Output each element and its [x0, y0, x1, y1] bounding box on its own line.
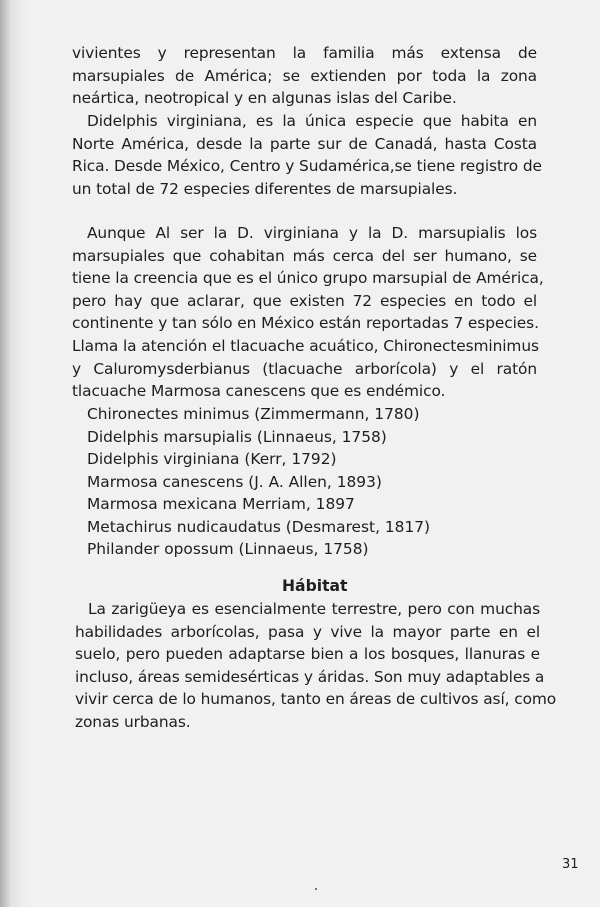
text-line: vivir cerca de lo humanos, tanto en áreas de cultivos así, como: [75, 690, 557, 709]
species-item: Marmosa mexicana Merriam, 1897: [87, 495, 355, 513]
text-line: marsupiales que cohabitan más cerca del ser humano, se: [72, 246, 537, 265]
text-line: tlacuache Marmosa canescens que es endémico.: [72, 382, 446, 401]
text-line: neártica, neotropical y en algunas islas del Caribe.: [72, 89, 457, 108]
text-line: La zarigüeya es esencialmente terrestre, pero con muchas: [88, 600, 540, 618]
text-line: un total de 72 especies diferentes de marsupiales.: [72, 179, 458, 198]
section-heading-habitat: Hábitat: [282, 577, 348, 595]
species-item: Didelphis virginiana (Kerr, 1792): [87, 450, 337, 468]
species-item: Marmosa canescens (J. A. Allen, 1893): [87, 472, 382, 491]
text-line: Norte América, desde la parte sur de Canadá, hasta Costa: [72, 134, 537, 153]
paragraph-marsupial-species: [72, 222, 544, 403]
species-item: Philander opossum (Linnaeus, 1758): [87, 540, 369, 558]
text-line: vivientes y representan la familia más extensa de: [72, 44, 537, 62]
text-line: Aunque Al ser la D. virginiana y la D. marsupialis los: [87, 224, 537, 242]
text-line: habilidades arborícolas, pasa y vive la mayor parte en el: [75, 622, 540, 641]
species-list: [87, 403, 430, 561]
text-line: tiene la creencia que es el único grupo marsupial de América,: [72, 269, 544, 288]
text-line: suelo, pero pueden adaptarse bien a los bosques, llanuras e: [75, 645, 540, 664]
text-line: y Caluromysderbianus (tlacuache arborícola) y el ratón: [72, 359, 537, 378]
page-number: 31: [562, 857, 579, 872]
text-line: marsupiales de América; se extienden por toda la zona: [72, 66, 537, 85]
paragraph-intro: [72, 42, 537, 110]
text-line: Didelphis virginiana, es la única especie que habita en: [87, 112, 537, 130]
paragraph-habitat: [75, 598, 557, 734]
text-line: pero hay que aclarar, que existen 72 especies en todo el: [72, 291, 537, 310]
print-speck: [315, 888, 317, 890]
text-line: incluso, áreas semidesérticas y áridas. Son muy adaptables a: [75, 667, 545, 686]
species-item: Chironectes minimus (Zimmermann, 1780): [87, 405, 420, 423]
text-line: Rica. Desde México, Centro y Sudamérica,se tiene registro de: [72, 157, 542, 176]
text-line: Llama la atención el tlacuache acuático, Chironectesminimus: [72, 336, 539, 355]
species-item: Metachirus nudicaudatus (Desmarest, 1817): [87, 517, 431, 536]
paragraph-didelphis-virginiana: [72, 110, 542, 200]
species-item: Didelphis marsupialis (Linnaeus, 1758): [87, 427, 387, 446]
text-line: zonas urbanas.: [75, 712, 191, 731]
text-line: continente y tan sólo en México están reportadas 7 especies.: [72, 314, 539, 333]
